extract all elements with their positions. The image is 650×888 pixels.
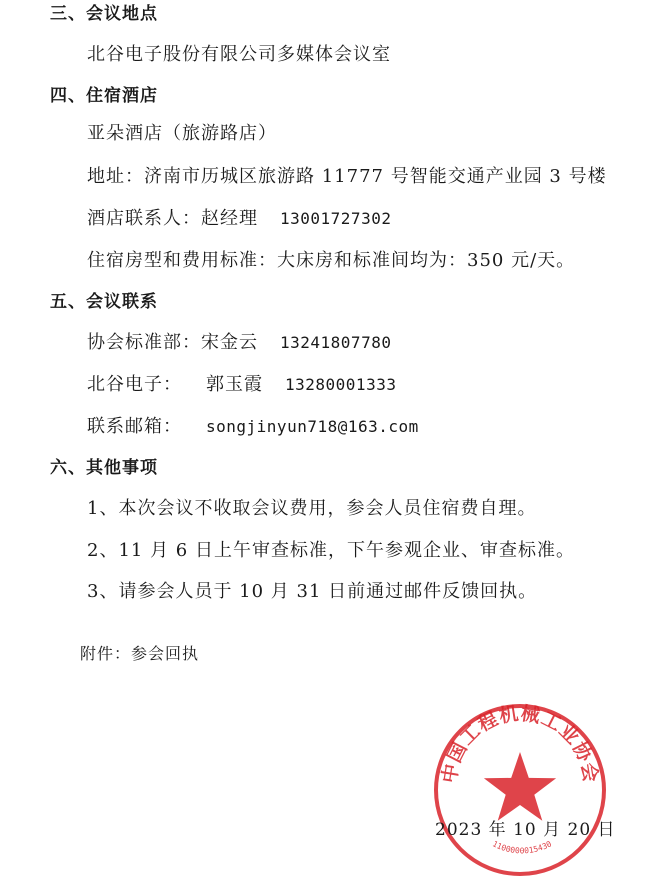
- assoc-contact-phone: 13241807780: [280, 333, 392, 352]
- hotel-address: 地址：济南市历城区旅游路 11777 号智能交通产业园 3 号楼: [87, 166, 607, 187]
- section-4-heading: 四、住宿酒店: [50, 86, 158, 106]
- section-5-heading: 五、会议联系: [50, 292, 158, 312]
- hotel-contact-phone: 13001727302: [280, 209, 392, 228]
- hotel-name: 亚朵酒店（旅游路店）: [87, 123, 277, 144]
- other-item-1: 1、本次会议不收取会议费用，参会人员住宿费自理。: [87, 498, 537, 519]
- beigu-contact-name: 郭玉霞: [206, 374, 263, 395]
- other-item-2: 2、11 月 6 日上午审查标准，下午参观企业、审查标准。: [87, 540, 575, 561]
- contact-beigu: [87, 373, 396, 397]
- contact-association: [87, 331, 391, 355]
- contact-email: [87, 415, 419, 439]
- section-6-heading: 六、其他事项: [50, 458, 158, 478]
- section-3-heading: 三、会议地点: [50, 4, 158, 24]
- hotel-contact: [87, 207, 391, 231]
- seal-text: 中国工程机械工业协会: [438, 702, 602, 785]
- email-label: 联系邮箱：: [87, 416, 182, 437]
- seal-code: 1100000015430: [490, 839, 554, 856]
- document-date: 2023 年 10 月 20 日: [435, 820, 616, 840]
- email-address: songjinyun718@163.com: [206, 417, 419, 436]
- beigu-contact-phone: 13280001333: [285, 375, 397, 394]
- other-item-3: 3、请参会人员于 10 月 31 日前通过邮件反馈回执。: [87, 581, 538, 602]
- beigu-contact-label: 北谷电子：: [87, 374, 182, 395]
- hotel-rates: 住宿房型和费用标准：大床房和标准间均为：350 元/天。: [87, 250, 576, 271]
- official-seal: [430, 700, 610, 880]
- meeting-venue: 北谷电子股份有限公司多媒体会议室: [87, 44, 391, 65]
- assoc-contact-label: 协会标准部：宋金云: [87, 332, 258, 353]
- hotel-contact-label: 酒店联系人：赵经理: [87, 208, 258, 229]
- seal-star-icon: [484, 752, 556, 821]
- attachment-note: 附件：参会回执: [80, 644, 200, 663]
